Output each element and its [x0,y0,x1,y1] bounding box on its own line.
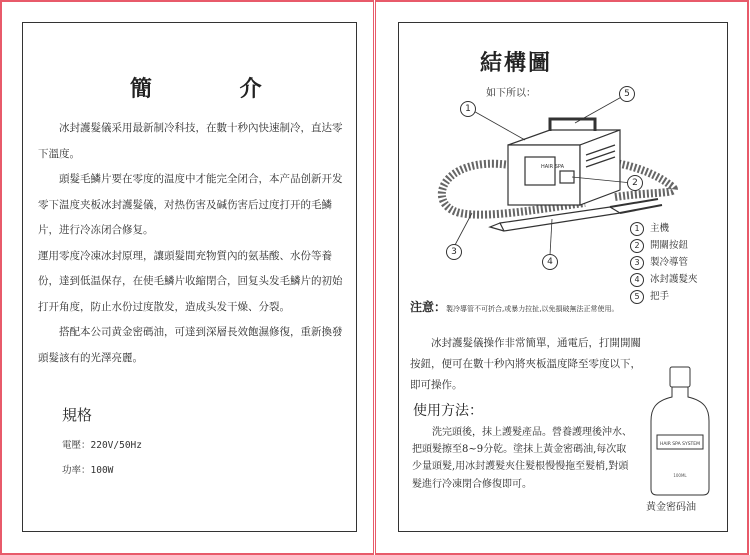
legend [630,220,698,305]
bottle-caption: 黄金密码油 [646,502,696,513]
callout-4: 4 [542,254,558,270]
operation-description: 冰封護髮儀操作非常簡單，通電后，打開開關按鈕，便可在數十秒內將夾板溫度降至零度以下，即可操作。 [410,337,641,391]
callout-3: 3 [446,244,462,260]
callout-2: 2 [627,175,643,191]
intro-paragraph: 冰封護髮儀采用最新制冷科技，在數十秒內快速制冷，直达零下溫度。 [38,122,343,160]
usage-body: 洗完頭後，抹上護髮產品。營養護理後沖水、把頭髮擦至8~9分乾。塗抹上黃金密碼油,每次取少量頭髮,用冰封護髮夾住髮根慢慢拖至髮梢,對頭髮進行冷凍閉合修復即可。 [412,427,632,490]
oil-bottle [645,365,715,497]
cooling-tube [615,163,674,197]
spec-title: 規格 [62,406,93,424]
warning-note [410,298,725,315]
callout-5: 5 [619,86,635,102]
legend-item: 5 把手 [630,288,698,305]
structure-subtitle: 如下所以： [486,88,536,99]
note-label: 注意： [410,300,447,314]
callout-1: 1 [460,101,476,117]
handle [550,119,595,131]
bottle-cap [670,367,690,387]
device-badge: HAIR SPA [541,164,565,170]
spec-voltage: 電壓：220V/50Hz [62,440,142,451]
intro-paragraph: 搭配本公司黄金密碼油，可達到深層長效飽濕修復，重新換發頭髮該有的光澤亮麗。 [38,326,343,364]
spec-power: 功率：100W [62,465,114,476]
main-unit-front [508,145,580,205]
legend-item: 2 開關按鈕 [630,237,698,254]
intro-paragraph: 運用零度冷凍冰封原理，讓頭髮間充物質內的氨基酸、水份等養份，達到低温保存，在使毛鱗片收縮閉合，回复头发毛鱗片的初始打开角度，防止水份过度散发，造成头发干燥、分裂。 [38,249,343,313]
intro-paragraph: 頭髮毛鱗片要在零度的温度中才能完全闭合，本产品创新开发零下温度夹板冰封護髮儀，对热伤害及碱伤害后过度打开的毛鱗片，进行冷冻闭合修复。 [38,173,343,236]
intro-body [38,116,343,371]
bottle-label-text: HAIR SPA SYSTEM [659,442,701,447]
intro-title: 簡 介 [130,76,302,102]
structure-title: 結構圖 [480,50,553,76]
bottle-body [651,387,709,495]
legend-item: 4 冰封護髮夾 [630,271,698,288]
legend-item: 1 主機 [630,220,698,237]
bottle-volume: 100ML [673,473,687,478]
legend-item: 3 製冷導管 [630,254,698,271]
usage-title: 使用方法： [413,403,483,419]
note-text: 製冷導管不可折合,或暴力拉扯,以免損破無法正常使用。 [446,305,619,313]
